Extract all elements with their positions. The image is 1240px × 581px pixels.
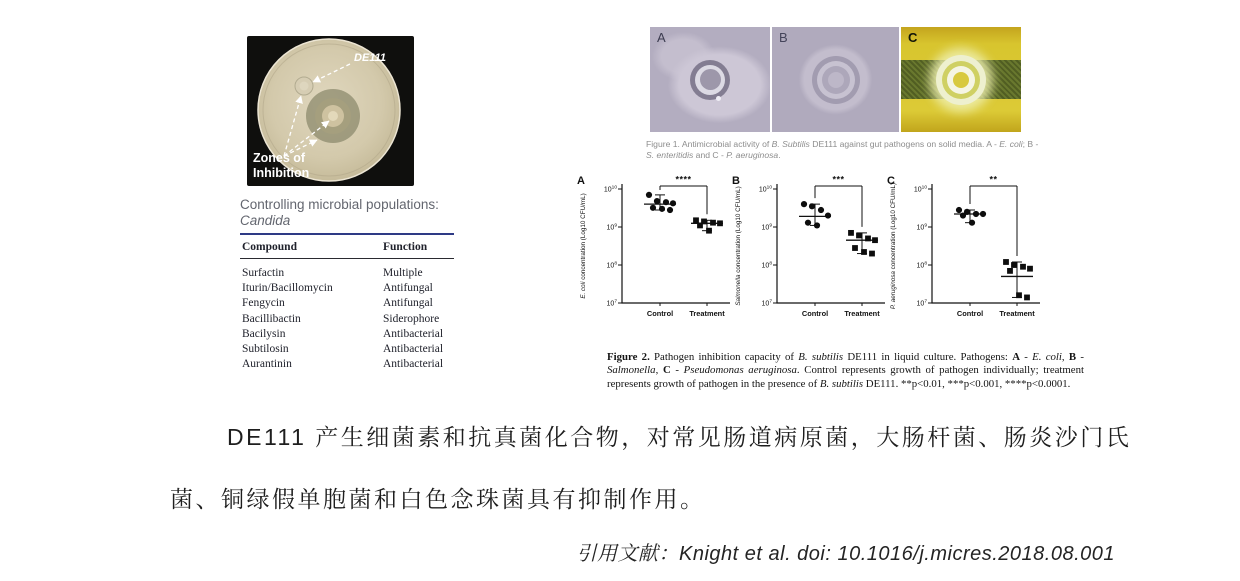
summary-paragraph [170, 422, 1132, 515]
column-header-function: Function [383, 241, 428, 253]
compound-table-header [240, 239, 454, 259]
function-cell: Antibacterial [383, 343, 444, 356]
compound-cell: Fengycin [242, 297, 285, 310]
svg-text:108: $10^8$ [916, 261, 927, 270]
panel-a-colony-dot [716, 96, 721, 101]
svg-text:1010: $10^{10}$ [603, 185, 617, 194]
compound-cell: Iturin/Bacillomycin [242, 282, 333, 295]
strain-label: DE111 [354, 52, 387, 64]
table-row [240, 342, 454, 357]
svg-text:107: $10^7$ [916, 299, 927, 308]
svg-text:P. aeruginosa concentration (L: P. aeruginosa concentration (Log10 CFU/mL) [890, 182, 897, 310]
table-row [240, 312, 454, 327]
compound-cell: Bacillibactin [242, 312, 301, 325]
panel-c-inhibition-rings [936, 55, 986, 105]
svg-text:Treatment: Treatment [844, 309, 880, 318]
svg-text:***: *** [832, 174, 845, 185]
citation-line [540, 537, 1115, 566]
citation-reference: Knight et al. doi: 10.1016/j.micres.2018.08.001 [679, 543, 1115, 565]
salmonella-dot-plot [731, 171, 889, 334]
ecoli-dot-plot [576, 171, 734, 334]
svg-text:107: $10^7$ [606, 299, 617, 308]
petri-dish-photo [247, 36, 414, 186]
paeruginosa-dot-plot [886, 171, 1044, 334]
panel-c-label: C [908, 30, 918, 45]
satellite-colony-core [300, 82, 309, 91]
svg-text:109: $10^9$ [761, 223, 772, 232]
svg-text:****: **** [675, 174, 692, 185]
svg-text:107: $10^7$ [761, 299, 772, 308]
column-header-compound: Compound [242, 241, 297, 253]
panel-b-inhibition-rings [812, 56, 860, 104]
panel-b-label: B [779, 30, 788, 45]
compound-table-body [240, 266, 454, 372]
center-colony-core [328, 111, 338, 121]
function-cell: Antibacterial [383, 358, 444, 371]
table-row [240, 281, 454, 296]
compound-cell: Bacilysin [242, 327, 286, 340]
panel-a-inhibition-rings [690, 60, 730, 100]
compound-cell: Subtilosin [242, 343, 289, 356]
svg-text:A: A [577, 175, 585, 187]
photo-panel-b [772, 27, 899, 132]
compound-cell: Surfactin [242, 267, 285, 279]
svg-text:Control: Control [646, 309, 674, 318]
svg-text:Control: Control [801, 309, 829, 318]
photo-panel-c [901, 27, 1021, 132]
svg-text:108: $10^8$ [606, 261, 617, 270]
function-cell: Antifungal [383, 282, 433, 295]
function-cell: Multiple [383, 267, 423, 279]
summary-line-1: DE111 产生细菌素和抗真菌化合物，对常见肠道病原菌，大肠杆菌、肠炎沙门氏 [227, 424, 1132, 450]
table-row [240, 357, 454, 372]
summary-line-2: 菌、铜绿假单胞菌和白色念珠菌具有抑制作用。 [170, 486, 706, 512]
svg-text:109: $10^9$ [916, 223, 927, 232]
citation-label: 引用文献： [576, 543, 679, 565]
svg-text:1010: $10^{10}$ [758, 185, 772, 194]
svg-text:C: C [887, 175, 895, 187]
table-row [240, 327, 454, 342]
solid-media-photo-strip [650, 27, 1021, 132]
panel-a-label: A [657, 30, 666, 45]
compound-table [240, 239, 454, 372]
figure1-caption: Figure 1. Antimicrobial activity of B. Subtilis DE111 against gut pathogens on solid media. A - E. coli; B - S. enteritidis and C - P. aeruginosa. [646, 139, 1039, 160]
svg-text:109: $10^9$ [606, 223, 617, 232]
svg-text:Control: Control [956, 309, 984, 318]
function-cell: Antibacterial [383, 327, 444, 340]
svg-text:1010: $10^{10}$ [913, 185, 927, 194]
photo-panel-a [650, 27, 770, 132]
zones-label-line2: Inhibition [253, 166, 310, 180]
figure2-caption: Figure 2. Pathogen inhibition capacity of B. subtilis DE111 in liquid culture. Pathogens: A - E. coli, B - Salmonella, C - Pseudomonas aeruginosa. Control represents growth of pathogen individually; treatment represents growth of pathogen in the presence of B. subtilis DE111. **p<0.01, ***p<0.001, ****p<0.0001. [607, 351, 1085, 390]
svg-text:Salmonella concentration (Log1: Salmonella concentration (Log10 CFU/mL) [735, 186, 742, 306]
heading-species: Candida [240, 213, 291, 228]
function-cell: Siderophore [383, 312, 440, 325]
heading-text: Controlling microbial populations: [240, 197, 439, 212]
svg-text:E. coli concentration (Log10 C: E. coli concentration (Log10 CFU/mL) [580, 193, 587, 299]
candida-section-heading [240, 197, 454, 235]
svg-text:108: $10^8$ [761, 261, 772, 270]
table-row [240, 266, 454, 281]
function-cell: Antifungal [383, 297, 433, 310]
svg-text:**: ** [989, 174, 998, 185]
svg-text:Treatment: Treatment [999, 309, 1035, 318]
svg-text:Treatment: Treatment [689, 309, 725, 318]
svg-text:B: B [732, 175, 740, 187]
compound-cell: Aurantinin [242, 358, 292, 371]
table-row [240, 296, 454, 311]
zones-label-line1: Zones of [253, 151, 306, 165]
